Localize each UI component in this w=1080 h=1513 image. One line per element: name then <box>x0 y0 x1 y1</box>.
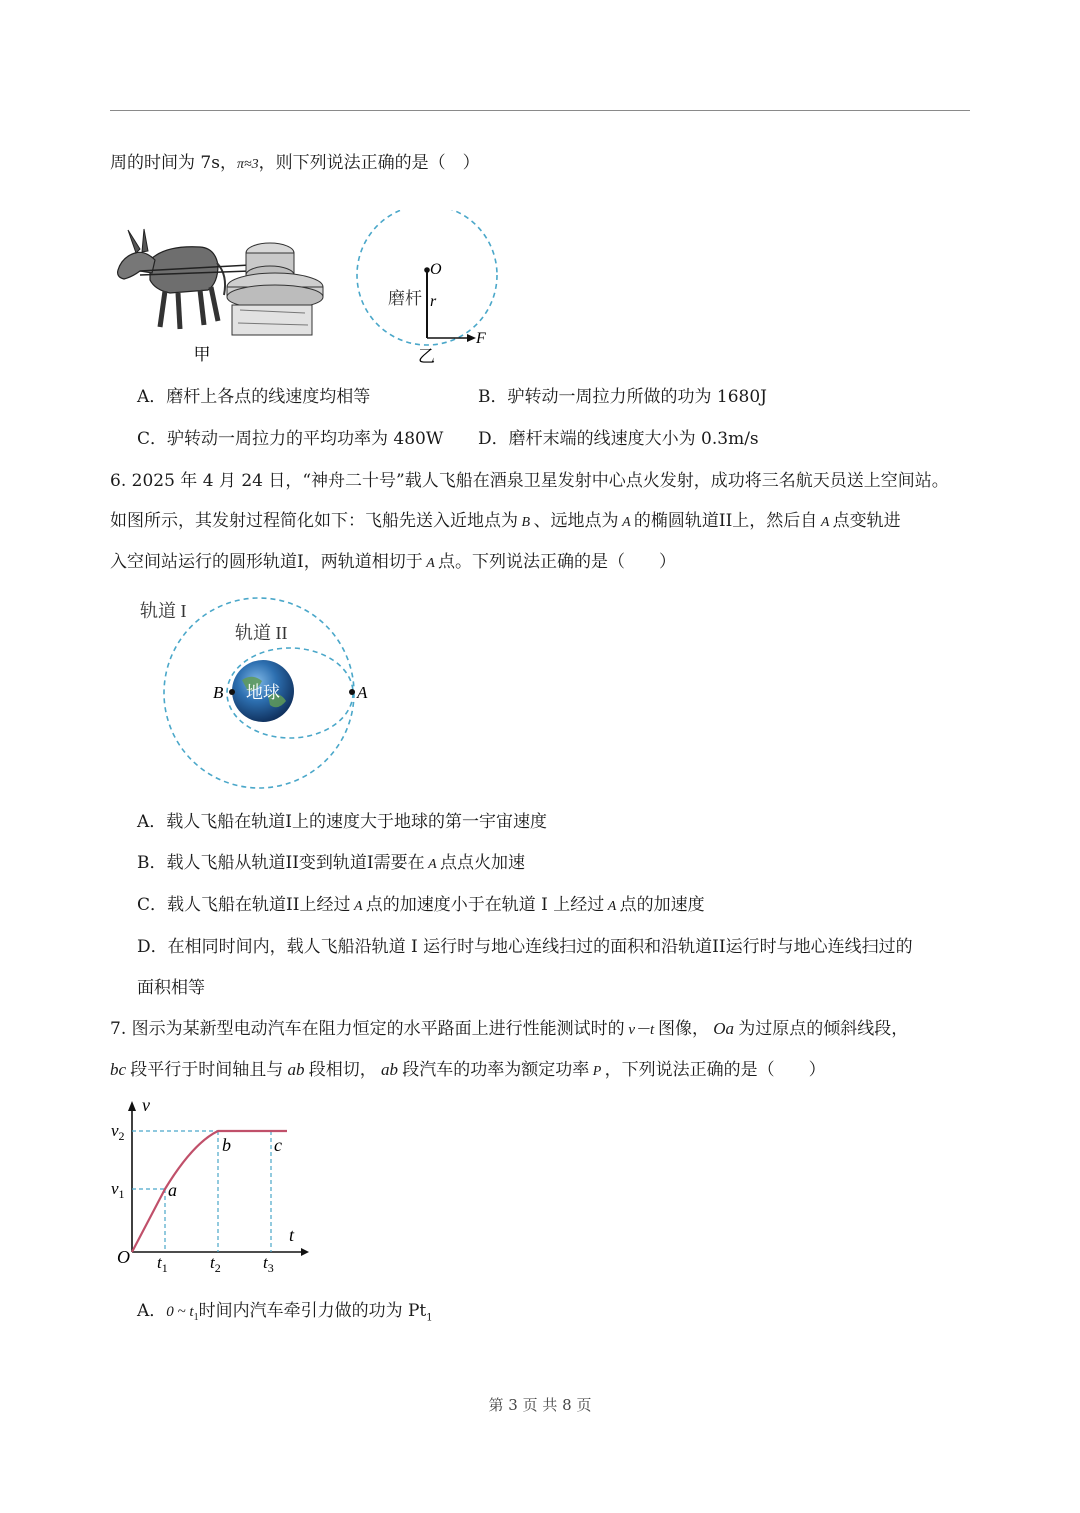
q6-option-d[interactable]: D．在相同时间内，载人飞船沿轨道 I 运行时与地心连线扫过的面积和沿轨道II运行时与地心连线扫过的 <box>137 937 913 957</box>
vt-curve <box>132 1131 287 1252</box>
q6-A: A <box>622 515 631 530</box>
q5-figure-yi <box>350 210 510 370</box>
q5-figure-jia <box>110 215 340 365</box>
label-orbit-II: 轨道 II <box>235 623 288 643</box>
q6-text: 如图所示，其发射过程简化如下：飞船先送入近地点为 <box>110 511 518 531</box>
q6-text: 、远地点为 <box>533 511 619 531</box>
q6-text: 点。下列说法正确的是（ ） <box>438 552 677 572</box>
page-footer: 第 3 页 共 8 页 <box>488 1396 592 1414</box>
label-rod: 磨杆 <box>388 289 422 308</box>
label-orbit-I: 轨道 I <box>140 601 187 621</box>
q7-opta-text: 时间内汽车牵引力做的功为 Pt <box>198 1301 427 1321</box>
q6-optb-text: 点点火加速 <box>439 853 525 873</box>
q7-ab: ab <box>287 1060 305 1079</box>
q6-option-d-cont: 面积相等 <box>137 978 205 998</box>
axis-label-v: v <box>142 1095 150 1115</box>
q7-vt-graph <box>105 1095 315 1280</box>
point-label-c: c <box>274 1135 282 1155</box>
point-label-b: b <box>222 1135 231 1155</box>
q6-text: 点变轨进 <box>832 511 901 531</box>
q7-opta-sub: 1 <box>426 1312 433 1324</box>
tick-label-t1: $t_1$ <box>157 1253 168 1275</box>
q6-text: 的椭圆轨道II上，然后自 <box>633 511 818 531</box>
point-A <box>349 689 355 695</box>
q6-option-b[interactable] <box>137 852 525 876</box>
q6-B: B <box>521 515 531 530</box>
q7-opta-range: 0 ~ t <box>166 1304 194 1320</box>
label-F: F <box>476 330 486 347</box>
point-label-a: a <box>168 1180 177 1200</box>
tick-label-v1: $v_1$ <box>111 1179 125 1201</box>
q7-text: 图像， <box>657 1019 709 1039</box>
q7-P: P <box>592 1064 602 1079</box>
label-earth: 地球 <box>246 683 280 702</box>
q7-stem-line1 <box>110 1018 908 1041</box>
q5-stem-tail: ，则下列说法正确的是（ ） <box>258 153 480 173</box>
q7-bc: bc <box>110 1060 127 1079</box>
donkey-illustration <box>118 229 250 329</box>
label-A: A <box>357 683 368 702</box>
label-B: B <box>213 683 224 702</box>
q6-A: A <box>353 899 363 914</box>
q7-opta-label: A． <box>137 1301 167 1321</box>
point-B <box>229 689 235 695</box>
q6-optc-text: C．载人飞船在轨道II上经过 <box>137 895 351 915</box>
q6-optc-text: 点的加速度 <box>619 895 705 915</box>
q6-optb-text: B．载人飞船从轨道II变到轨道I需要在 <box>137 853 425 873</box>
q6-option-a[interactable]: A．载人飞船在轨道I上的速度大于地球的第一宇宙速度 <box>137 812 547 832</box>
q7-text: 7. 图示为某新型电动汽车在阻力恒定的水平路面上进行性能测试时的 <box>110 1019 625 1039</box>
q7-vt: v－t <box>628 1022 655 1038</box>
q7-stem-line2 <box>110 1059 826 1083</box>
q6-stem-line3 <box>110 551 676 575</box>
q6-stem-line1: 6. 2025 年 4 月 24 日，“神舟二十号”载人飞船在酒泉卫星发射中心点火发射，成功将三名航天员送上空间站。 <box>110 471 949 491</box>
q6-A: A <box>820 515 830 530</box>
q7-text: 段汽车的功率为额定功率 <box>402 1060 590 1080</box>
q5-option-c[interactable]: C．驴转动一周拉力的平均功率为 480W <box>137 429 444 449</box>
q7-Oa: Oa <box>713 1019 734 1038</box>
q5-stem <box>110 152 480 176</box>
q6-A: A <box>607 899 617 914</box>
figure-label-yi: 乙 <box>418 347 435 366</box>
q5-option-b[interactable]: B．驴转动一周拉力所做的功为 1680J <box>478 387 767 407</box>
axis-label-t: t <box>289 1225 295 1245</box>
q6-stem-line2 <box>110 510 901 534</box>
tick-label-t2: $t_2$ <box>210 1253 221 1275</box>
q7-opta-range-sub: 1 <box>193 1312 199 1323</box>
q7-ab: ab <box>381 1060 399 1079</box>
q5-option-d[interactable]: D．磨杆末端的线速度大小为 0.3m/s <box>478 429 759 449</box>
millstone-illustration <box>227 243 323 335</box>
t-axis-arrowhead-icon <box>301 1248 309 1256</box>
q6-optc-text: 点的加速度小于在轨道 I 上经过 <box>365 895 605 915</box>
q6-A: A <box>428 857 437 872</box>
origin-label-O: O <box>117 1247 130 1267</box>
q7-text: 段相切， <box>308 1060 377 1080</box>
q7-text: 为过原点的倾斜线段， <box>738 1019 909 1039</box>
tick-label-v2: $v_2$ <box>111 1121 125 1143</box>
q5-stem-text: 周的时间为 7s， <box>110 153 237 173</box>
label-O: O <box>430 261 442 278</box>
guide-lines <box>132 1131 271 1252</box>
top-rule <box>110 110 970 111</box>
q5-option-a[interactable]: A．磨杆上各点的线速度均相等 <box>137 387 371 407</box>
q6-A: A <box>426 556 435 571</box>
label-r: r <box>430 293 437 310</box>
q6-option-c[interactable] <box>137 894 705 918</box>
q7-option-a[interactable] <box>137 1300 433 1329</box>
q6-text: 入空间站运行的圆形轨道I，两轨道相切于 <box>110 552 423 572</box>
q7-text: 段平行于时间轴且与 <box>130 1060 284 1080</box>
figure-label-jia: 甲 <box>193 345 211 364</box>
q6-orbit-figure <box>130 595 390 795</box>
tick-label-t3: $t_3$ <box>263 1253 274 1275</box>
q7-text: ，下列说法正确的是（ ） <box>604 1060 826 1080</box>
v-axis-arrowhead-icon <box>128 1101 136 1111</box>
arrowhead-icon <box>467 334 476 342</box>
q5-pi: π≈3 <box>236 157 259 172</box>
